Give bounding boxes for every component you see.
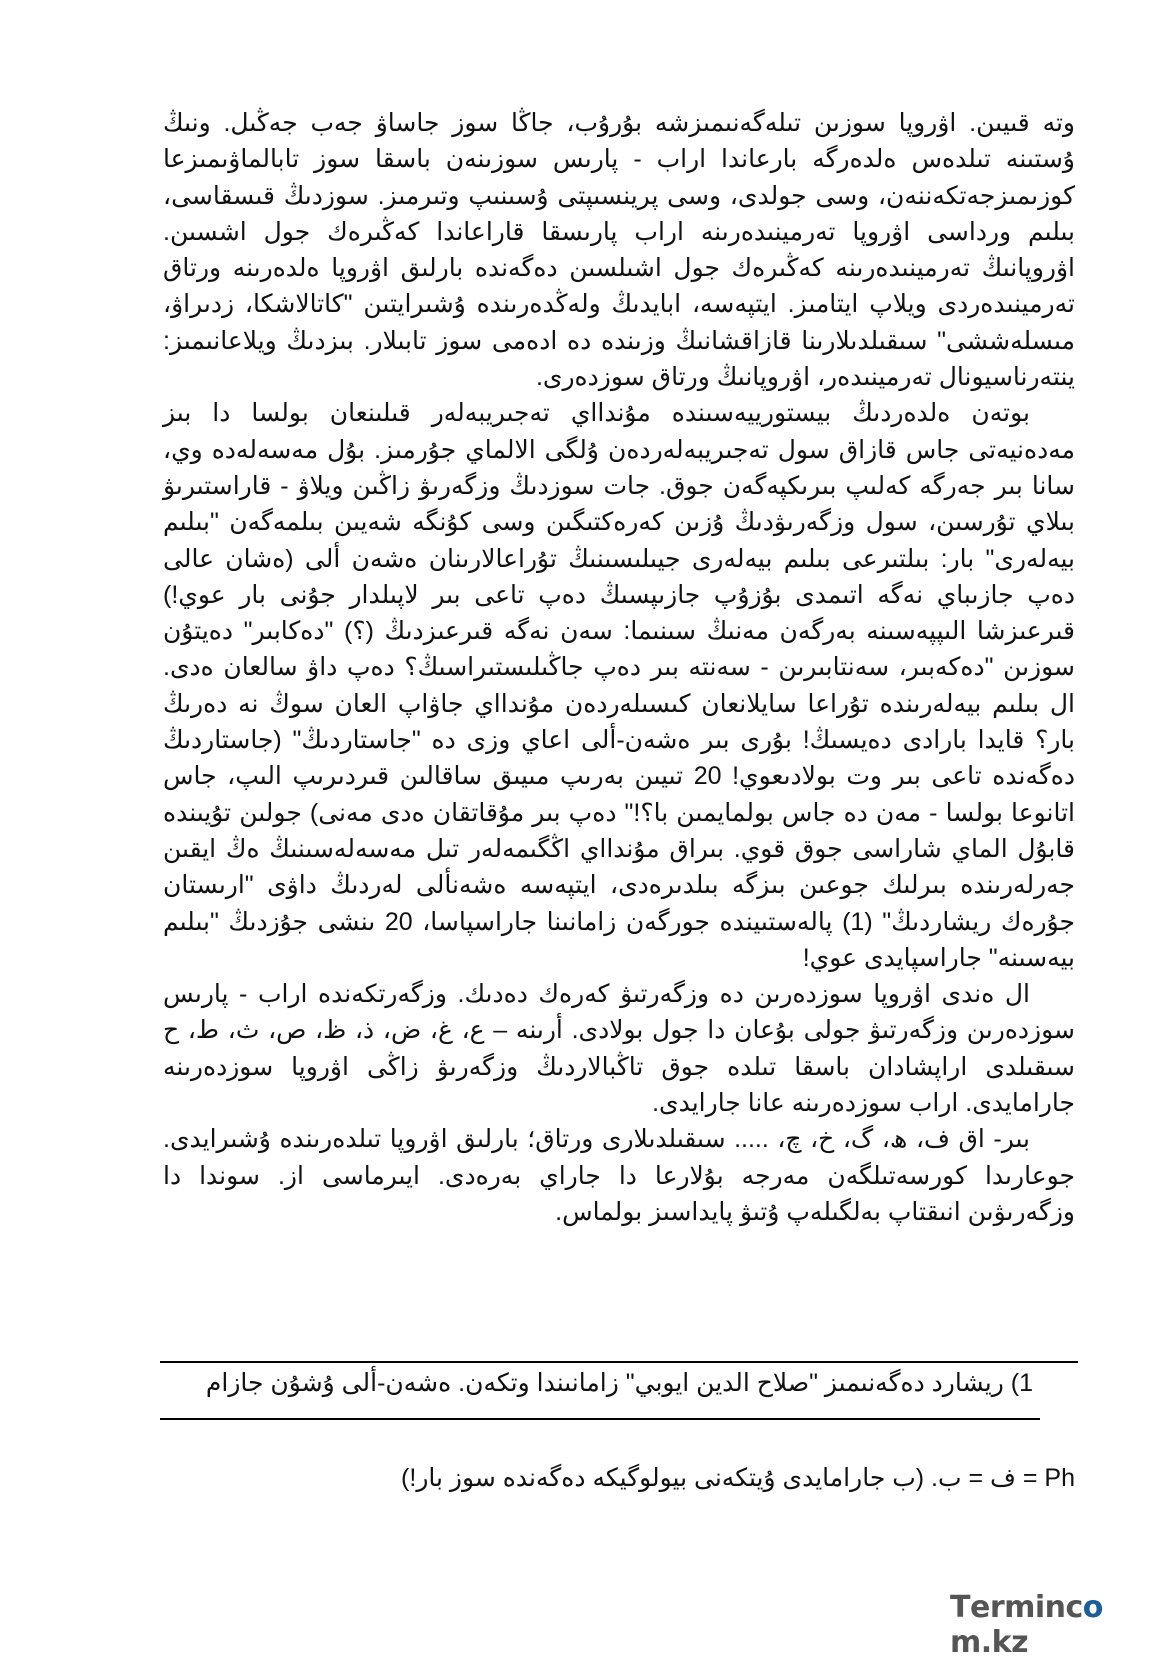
watermark-part-2: erminc — [969, 1590, 1083, 1625]
footnote-divider-top — [160, 1361, 1078, 1363]
body-text — [163, 105, 1075, 1230]
paragraph-4: بىر- اق ف، ھ، گ، خ، چ، ..... سىقىلدىلارى ورتاق؛ بارلىق اۋروپا تىلدەرىندە ۇشىرايدى. جوعارىدا كورسەتىلگەن مەرجە بۇلارعا دا جاراي بەرەدى. ايىرماسى از. سوندا دا وزگەرىۋىن انىقتاپ بەلگىلەپ ۇتىۋ پايداسىز بولماس. — [163, 1125, 1075, 1226]
watermark-part-1: T — [950, 1590, 970, 1625]
paragraph-2: بوتەن ەلدەردىڭ بيستورييەسىندە مۇندااي تەجىريبەلەر قىلىنعان بولسا دا بىز مەدەنيەتى جاس قازاق سول تەجىريبەلەردەن ۇلگى الالماي جۇرمىز. بۇل مەسەلەدە وي، سانا بىر جەرگە كەلىپ بىرىكپەگەن جوق. جات سوزدىڭ وزگەرىۋ زاڭىن ويلاۋ - قاراستىرىۋ بىلاي تۇرسىن، سول وزگەرىۋدىڭ ۇزىن كەرەكتىگىن وسى كۇنگە شەيىن بىلمەگەن "بىلىم بيەلەرى" بار: بىلتىرعى بىلىم بيەلەرى جيىلىسىنىڭ تۇراعالارىنان ەشەن ألى (ەشان عالى دەپ جازىباي نەگە اتىمدى بۇزۇپ جازىپسىڭ دەپ تاعى بىر لاپىلدار جۇنى بار عوي!) قىرعىزشا الىپپەسىنە بەرگەن مەنىڭ سىنىما: سەن نەگە قىرعىزدىڭ (؟) "دەكابىر" دەيتۇن سوزىن "دەكەبىر، سەنتابىرىن - سەنتە بىر دەپ جاڭىلىستىراسىڭ؟ دەپ داۋ سالعان ەدى. ال بىلىم بيەلەرىندە تۇراعا سايلانعان كىسىلەردەن مۇندااي جاۋاپ العان سوڭ نە دەرىڭ بار؟ قايدا بارادى دەيسىڭ! بۇرى بىر ەشەن-ألى اعاي وزى دە "جاستاردىڭ" (جاستاردىڭ دەگەندە تاعى بىر وت بولادىعوي! 20 تىيىن بەرىپ مىيىق ساقالىن قىردىرىپ الىپ، جاس اتانوعا بولسا - مەن دە جاس بولمايمىن با؟!" دەپ بىر مۇقاتقان ەدى مەنى) جولىن تۇيىندە قابۇل الماي شاراسى جوق قوي. بىراق مۇندااي اڭگىمەلەر تىل مەسەلەسىنىڭ ەڭ ايقىن جەرلەرىندە بىرلىك جوعىن بىزگە بىلدىرەدى، ايتپەسە ەشەنألى لەردىڭ داۋى "ارىستان جۇرەك ريشاردىڭ" (1) پالەستىيندە جورگەن زامانىنا جاراسپاسا، 20 ىنشى جۇزدىڭ "بىلىم بيەسىنە" جاراسپايدى عوي! — [163, 399, 1075, 972]
footnote: 1) ريشارد دەگەنىمىز "صلاح الدين ايوبي" زامانىندا وتكەن. ەشەن-ألى ۇشۇن جازام — [205, 1369, 1033, 1397]
paragraph-1: وته قىيىن. اۋروپا سوزىن تىلەگەنىمىزشە بۇرۇب، جاڭا سوز جاساۋ جەب جەڭىل. ونىڭ ۇستىنە تىلدەس ەلدەرگە بارعاندا اراب - پارىس سوزىنەن باسقا سوز تابالماۋىمىزعا كوزىمىزجەتكەننەن، وسى جولدى، وسى پرينسىپتى ۇسىنىپ وتىرمىز. سوزدىڭ قىسقاسى، بىلىم ورداسى اۋروپا تەرمينىدەرىنە اراب پارىسقا قاراعاندا كەڭىرەك جول اشسىن. اۋروپانىڭ تەرمينىدەرىنە كەڭىرەك جول اشىلسىن دەگەندە بارلىق اۋروپا ەلدەرىنە ورتاق تەرمينىدەردى ويلاپ ايتامىز. ايتپەسە، ابايدىڭ ولەڭدەرىندە ۇشىرايتىن "كاتالاشكا، زدىراۋ، مىسلەششى" سىقىلدىلارىنا قازاقشانىڭ وزىندە دە ادەمى سوز تابىلار. بىزدىڭ ويلاعانىمىز: ينتەرناسيونال تەرمينىدەر، اۋروپانىڭ ورتاق سوزدەرى. — [163, 109, 1076, 392]
extra-note: Ph = ف = ب. (ب جارامايدى ۇيتكەنى بيولوگيكە دەگەندە سوز بار!) — [401, 1464, 1075, 1492]
footnote-divider-bottom — [160, 1418, 1040, 1420]
watermark-part-4: m.kz — [950, 1625, 1029, 1660]
paragraph-3: ال ەندى اۋروپا سوزدەرىن دە وزگەرتىۋ كەرەك دەدىك. وزگەرتكەندە اراب - پارىس سوزدەرىن وزگەرتىۋ جولى بۇعان دا جول بولادى. أرىنە – ع، غ، ض، ذ، ظ، ص، ث، ط، ح سىقىلدى اراپشادان باسقا تىلدە جوق تاڭبالاردىڭ وزگەرىۋ زاڭى اۋروپا سوزدەرىنە جارامايدى. اراب سوزدەرىنە عانا جارايدى. — [163, 980, 1075, 1118]
termincom-watermark-logo — [950, 1590, 1150, 1660]
watermark-ring-icon: o — [1082, 1590, 1103, 1625]
